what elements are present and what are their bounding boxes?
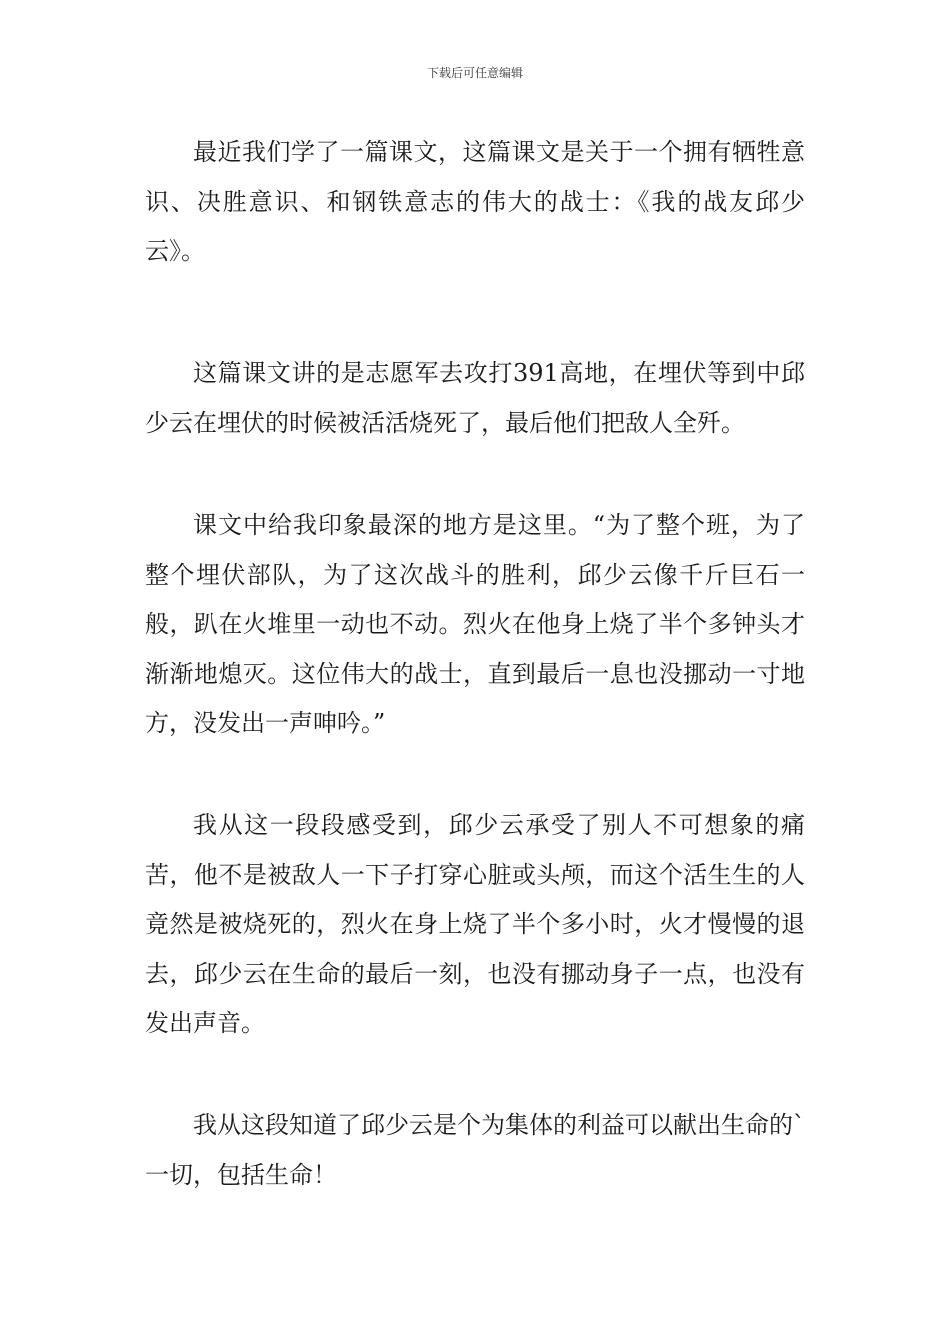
paragraph-2: 这篇课文讲的是志愿军去攻打391高地，在埋伏等到中邱少云在埋伏的时候被活活烧死了，最后他们把敌人全歼。 (145, 359, 805, 437)
page-header: 下载后可任意编辑 (426, 66, 523, 80)
document-body (145, 128, 805, 1253)
paragraph-3: 课文中给我印象最深的地方是这里。“为了整个班，为了整个埋伏部队，为了这次战斗的胜利，邱少云像千斤巨石一般，趴在火堆里一动也不动。烈火在他身上烧了半个多钟头才渐渐地熄灭。这位伟大的战士，直到最后一息也没挪动一寸地方，没发出一声呻吟。” (145, 511, 805, 737)
paragraph-1: 最近我们学了一篇课文，这篇课文是关于一个拥有牺牲意识、决胜意识、和钢铁意志的伟大的战士：《我的战友邱少云》。 (145, 138, 805, 265)
paragraph-4: 我从这一段段感受到，邱少云承受了别人不可想象的痛苦，他不是被敌人一下子打穿心脏或头颅，而这个活生生的人竟然是被烧死的，烈火在身上烧了半个多小时，火才慢慢的退去，邱少云在生命的最后一刻，也没有挪动身子一点，也没有发出声音。 (145, 811, 805, 1037)
paragraph-5: 我从这段知道了邱少云是个为集体的利益可以献出生命的`一切，包括生命！ (145, 1111, 805, 1189)
